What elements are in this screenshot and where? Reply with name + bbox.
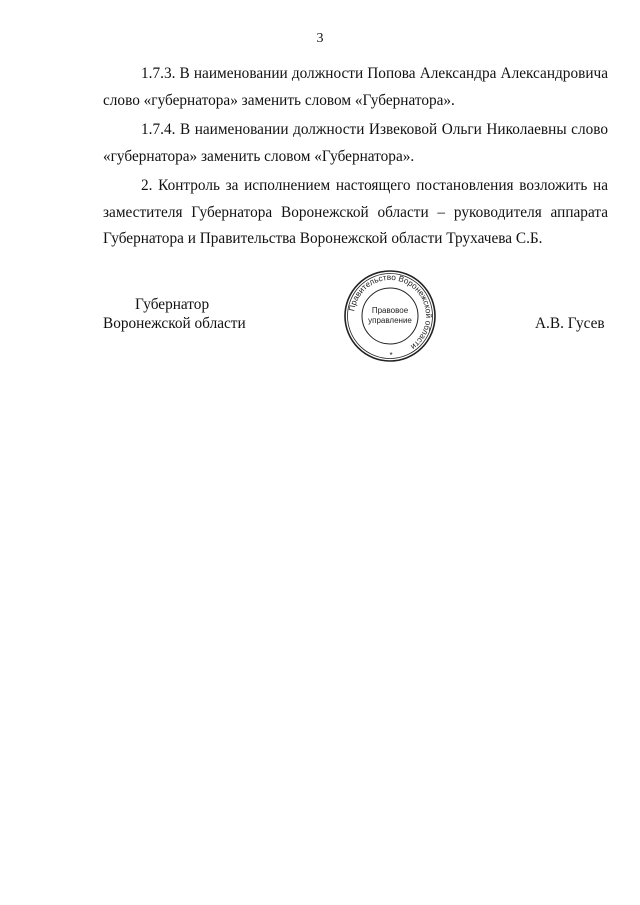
stamp-ring-text: Правительство Воронежской области <box>347 272 434 352</box>
stamp-center-line2: управление <box>368 316 412 325</box>
signatory-title-line1: Губернатор <box>135 296 210 313</box>
signatory-title-line2: Воронежской области <box>103 315 246 332</box>
paragraph-1-7-3: 1.7.3. В наименовании должности Попова Александра Александровича слово «губернатора» заменить словом «Губернатора». <box>103 65 608 109</box>
paragraph-2: 2. Контроль за исполнением настоящего постановления возложить на заместителя Губернатора Воронежской области – руководителя аппарата Губернатора и Правительства Воронежской области Трухачева С.Б. <box>103 177 608 247</box>
stamp-star: * <box>389 351 393 360</box>
official-stamp <box>342 268 438 364</box>
stamp-center-line1: Правовое <box>371 306 409 315</box>
stamp-seal-graphic <box>342 268 438 364</box>
paragraph-1-7-4: 1.7.4. В наименовании должности Извековой Ольги Николаевны слово «губернатора» заменить словом «Губернатора». <box>103 121 608 165</box>
document-body <box>103 61 608 256</box>
signatory-name: А.В. Гусев <box>535 315 605 332</box>
page-number: 3 <box>316 31 324 46</box>
signatory-title <box>103 295 263 333</box>
